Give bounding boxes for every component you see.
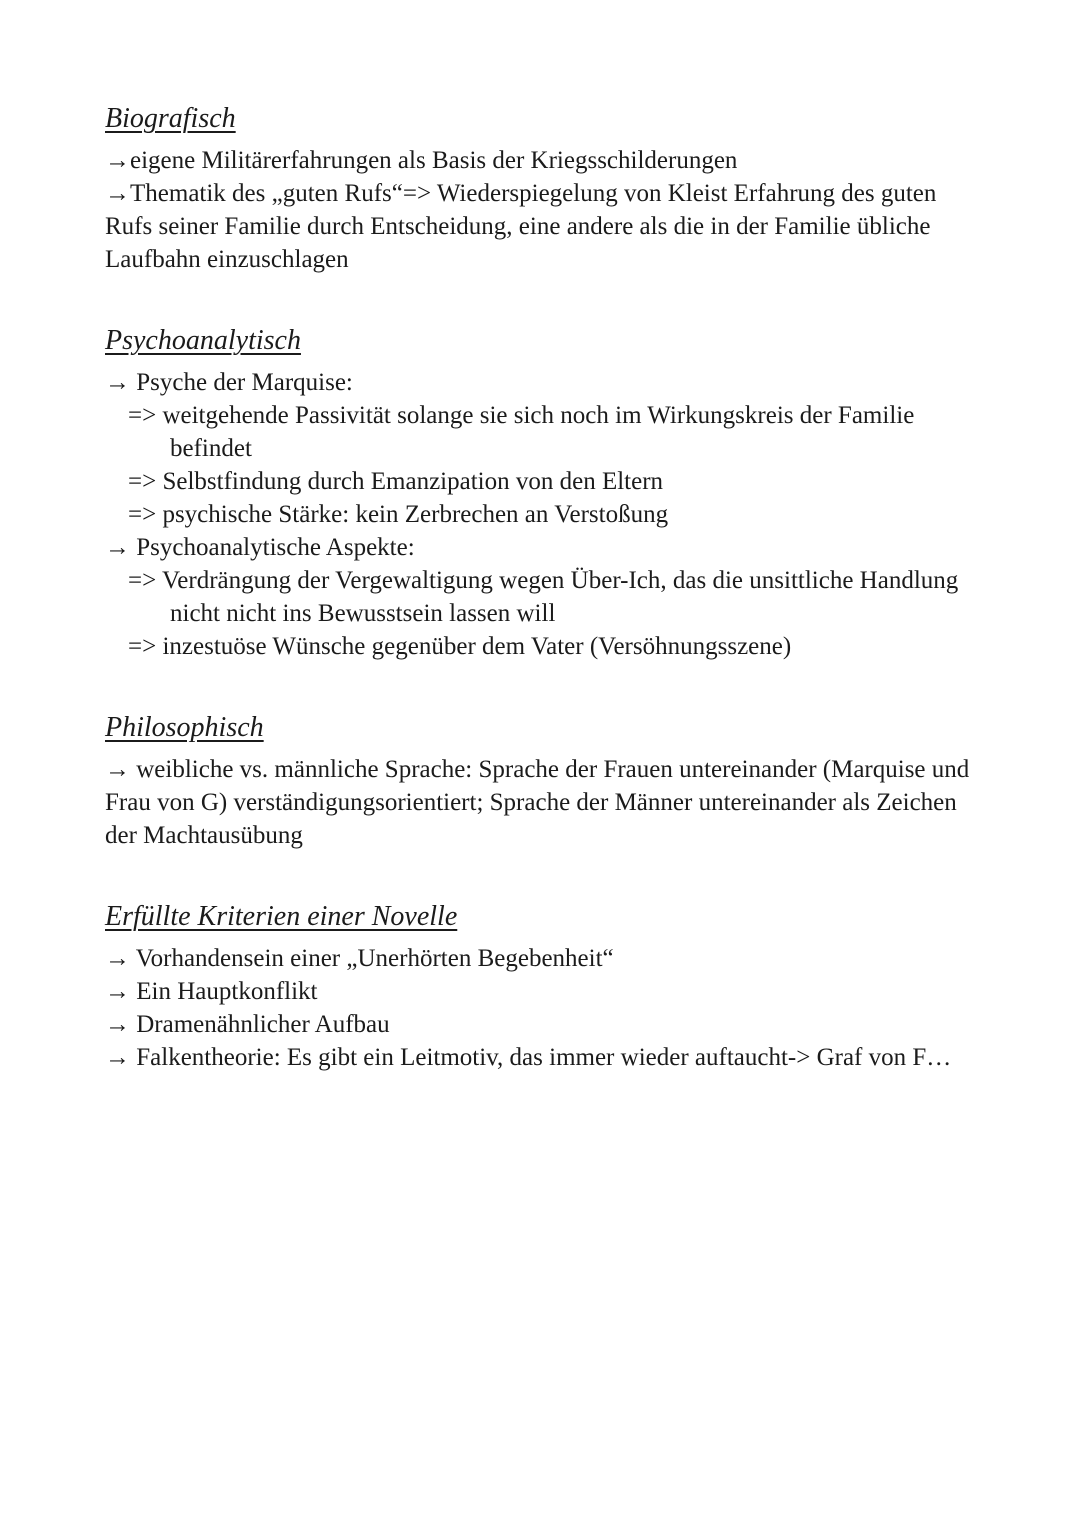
note-line: → weibliche vs. männliche Sprache: Sprache der Frauen untereinander (Marquise und Frau von G) verständigungsorientiert; Sprache der Männer untereinander als Zeichen der Machtausübung xyxy=(105,756,970,849)
section-biografisch xyxy=(105,100,975,276)
note-subline: => Selbstfindung durch Emanzipation von den Eltern xyxy=(128,468,664,495)
note-line: → Falkentheorie: Es gibt ein Leitmotiv, das immer wieder auftaucht-> Graf von F… xyxy=(105,1044,952,1071)
section-novelle-kriterien xyxy=(105,898,975,1074)
section-philosophisch xyxy=(105,709,975,852)
note-line: →eigene Militärerfahrungen als Basis der Kriegsschilderungen xyxy=(105,147,738,174)
note-subline: => inzestuöse Wünsche gegenüber dem Vater (Versöhnungsszene) xyxy=(128,633,792,660)
section-heading: Biografisch xyxy=(105,103,236,134)
note-line: → Psyche der Marquise: xyxy=(105,369,353,396)
section-heading: Psychoanalytisch xyxy=(105,325,301,356)
note-line: → Psychoanalytische Aspekte: xyxy=(105,534,415,561)
note-line: →Thematik des „guten Rufs“=> Wiederspiegelung von Kleist Erfahrung des guten Rufs seiner Familie durch Entscheidung, eine andere als die in der Familie übliche Laufbahn einzuschlagen xyxy=(105,180,937,273)
note-line: → Ein Hauptkonflikt xyxy=(105,978,318,1005)
note-subline: => psychische Stärke: kein Zerbrechen an Verstoßung xyxy=(128,501,669,528)
section-heading: Erfüllte Kriterien einer Novelle xyxy=(105,901,458,932)
section-psychoanalytisch xyxy=(105,322,975,663)
section-heading: Philosophisch xyxy=(105,712,264,743)
note-line: → Vorhandensein einer „Unerhörten Begebenheit“ xyxy=(105,945,614,972)
note-line: → Dramenähnlicher Aufbau xyxy=(105,1011,390,1038)
note-subline: => weitgehende Passivität solange sie sich noch im Wirkungskreis der Familie befindet xyxy=(128,402,915,462)
note-subline: => Verdrängung der Vergewaltigung wegen Über-Ich, das die unsittliche Handlung nicht nicht ins Bewusstsein lassen will xyxy=(128,567,959,627)
